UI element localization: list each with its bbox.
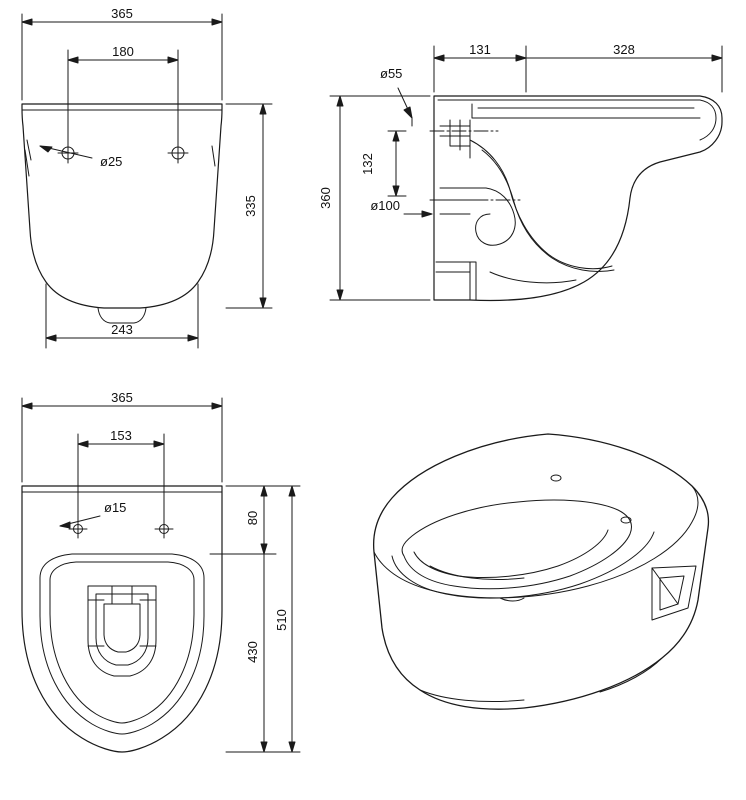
dim-top-rim-offset: 80 [245, 510, 260, 526]
top-fixing-hole-right [155, 520, 173, 538]
dim-front-fixing-hole-dia: ø25 [100, 154, 123, 169]
dim-top-fixing-centres: 153 [110, 428, 132, 443]
perspective-view [374, 434, 709, 709]
dim-front-total-width: 365 [111, 6, 133, 21]
dim-front-base-width: 243 [111, 322, 133, 337]
dim-front-fixing-centres: 180 [112, 44, 134, 59]
dim-side-projection: 328 [613, 42, 635, 57]
dim-side-wall-to-inlet: 131 [469, 42, 491, 57]
perspective-fixing-holes [551, 475, 631, 523]
dim-side-outlet-dia: ø100 [370, 198, 400, 213]
top-view [22, 398, 300, 752]
side-section-view [330, 46, 722, 300]
dim-top-total-width: 365 [111, 390, 133, 405]
front-view [22, 14, 272, 348]
dim-top-fixing-hole-dia: ø15 [104, 500, 127, 515]
dim-side-flush-inlet-dia: ø55 [380, 66, 403, 81]
dim-top-bowl-length: 430 [245, 641, 260, 663]
dim-front-height: 335 [243, 195, 258, 217]
dim-top-total-length: 510 [274, 609, 289, 631]
dim-side-inlet-height: 132 [360, 153, 375, 175]
dim-side-total-height: 360 [318, 187, 333, 209]
